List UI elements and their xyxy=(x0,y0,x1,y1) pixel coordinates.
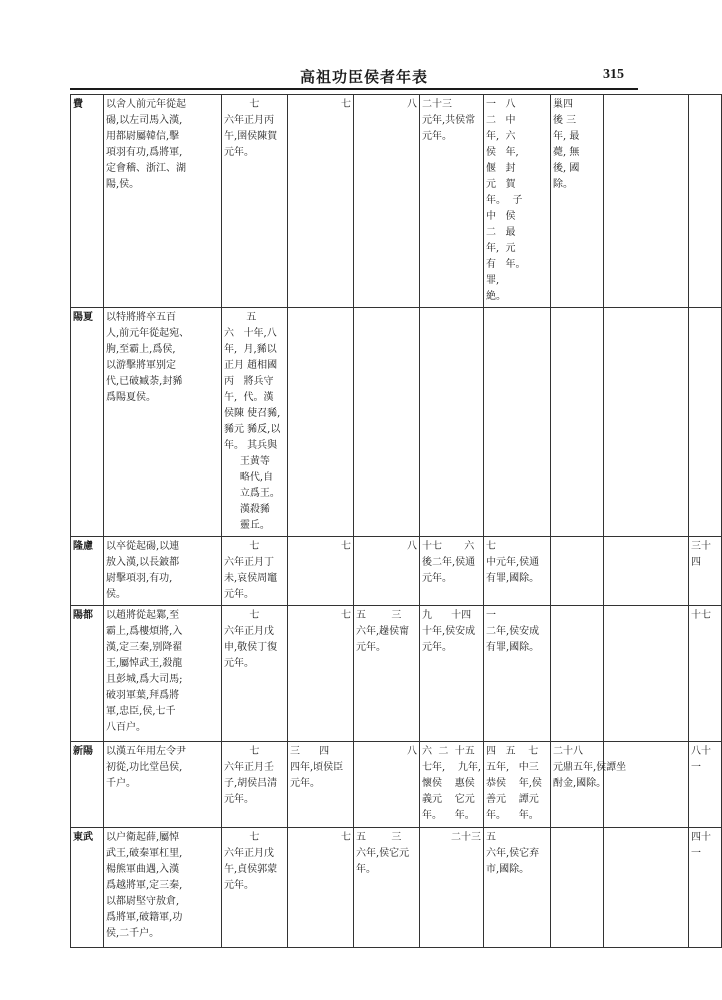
gaozu-cell: 七 六年正月壬 子,胡侯吕清 元年。 xyxy=(222,742,288,828)
wudi-late-cell xyxy=(604,537,689,606)
gaohou-cell: 八 xyxy=(354,95,420,308)
wendi-cell: 二十三 元年,共侯常 元年。 xyxy=(420,95,484,308)
jingdi-cell: 五 六年,侯它弃 市,國除。 xyxy=(484,828,551,948)
wudi-late-cell xyxy=(604,742,689,828)
huidi-cell: 七 xyxy=(288,828,354,948)
wudi-late-cell xyxy=(604,606,689,742)
gaohou-cell: 五 三 六年,趮侯甯 元年。 xyxy=(354,606,420,742)
merit-narrative: 以特將將卒五百 人,前元年從起宛、 朐,至霸上,爲侯, 以游擊將軍别定 代,已破臧荼,封豨 爲陽夏侯。 xyxy=(104,308,222,537)
marquisate-name: 新陽 xyxy=(71,742,104,828)
rank-cell xyxy=(689,95,722,308)
huidi-cell: 七 xyxy=(288,537,354,606)
huidi-cell: 三 四 四年,頃侯臣 元年。 xyxy=(288,742,354,828)
wudi-late-cell xyxy=(604,95,689,308)
huidi-cell: 七 xyxy=(288,606,354,742)
wudi-early-cell: 巢四 後 三 年, 最 薨, 無 後, 國 除。 xyxy=(551,95,604,308)
wendi-cell: 六 二 十五 七年, 九年, 懷侯 惠侯 義元 它元 年。 年。 xyxy=(420,742,484,828)
rank-cell: 八十 一 xyxy=(689,742,722,828)
wudi-late-cell xyxy=(604,308,689,537)
table-row xyxy=(71,537,722,606)
jingdi-cell xyxy=(484,308,551,537)
gaohou-cell: 八 xyxy=(354,742,420,828)
gaozu-cell: 七 六年正月戊 申,敬侯丁復 元年。 xyxy=(222,606,288,742)
merit-narrative: 以卒從起碭,以連 敖入漢,以長鈹都 尉擊項羽,有功, 侯。 xyxy=(104,537,222,606)
wudi-late-cell xyxy=(604,828,689,948)
wendi-cell: 九 十四 十年,侯安成 元年。 xyxy=(420,606,484,742)
marquisate-name: 陽都 xyxy=(71,606,104,742)
huidi-cell: 七 xyxy=(288,95,354,308)
jingdi-cell: 四 五 七 五年, 中三 恭侯 年,侯 善元 譚元 年。 年。 xyxy=(484,742,551,828)
table-row xyxy=(71,742,722,828)
merit-narrative: 以舍人前元年從起 碭,以左司馬入漢, 用都尉屬韓信,擊 項羽有功,爲將軍, 定會稽、浙江、湖 陽,侯。 xyxy=(104,95,222,308)
merit-narrative: 以趙將從起鄴,至 霸上,爲樓煩將,入 漢,定三秦,别降翟 王,屬悼武王,殺龍 且彭城,爲大司馬; 破羽軍葉,拜爲將 軍,忠臣,侯,七千 八百户。 xyxy=(104,606,222,742)
rank-cell: 十七 xyxy=(689,606,722,742)
marquisate-name: 費 xyxy=(71,95,104,308)
wendi-cell: 十七 六 後二年,侯通 元年。 xyxy=(420,537,484,606)
marquisate-name: 東武 xyxy=(71,828,104,948)
table-row xyxy=(71,606,722,742)
wendi-cell: 二十三 xyxy=(420,828,484,948)
gaohou-cell: 五 三 六年,侯它元 年。 xyxy=(354,828,420,948)
rank-cell: 四十 一 xyxy=(689,828,722,948)
wendi-cell xyxy=(420,308,484,537)
jingdi-cell: 一 二年,侯安成 有罪,國除。 xyxy=(484,606,551,742)
merit-narrative: 以户衛起薛,屬悼 武王,破秦軍杠里, 楊熊軍曲遇,入漢 爲越將軍,定三秦, 以都尉堅守敖倉, 爲將軍,破籍軍,功 侯,二千户。 xyxy=(104,828,222,948)
wudi-early-cell: 二十八 元鼎五年,侯譚坐 酎金,國除。 xyxy=(551,742,604,828)
merit-narrative: 以漢五年用左令尹 初從,功比堂邑侯, 千户。 xyxy=(104,742,222,828)
page-number: 315 xyxy=(603,67,624,82)
gaozu-cell: 七 六年正月丙 午,圉侯陳賀 元年。 xyxy=(222,95,288,308)
jingdi-cell: 一 八 二 中 年, 六 侯 年, 偃 封 元 賀 年。 子 中 侯 二 最 年, 元 有 年。 罪, 絶。 xyxy=(484,95,551,308)
gaozu-cell: 七 六年正月丁 未,哀侯周竈 元年。 xyxy=(222,537,288,606)
jingdi-cell: 七 中元年,侯通 有罪,國除。 xyxy=(484,537,551,606)
gaohou-cell: 八 xyxy=(354,537,420,606)
wudi-early-cell xyxy=(551,308,604,537)
gaozu-cell: 五 六 十年,八 年, 月,豨以 正月 趙相國 丙 將兵守 午, 代。漢 侯陳 使召豨, 豨元 豨反,以 年。 其兵與 王黄等 略代,自 立爲王。 漢殺豨 靈丘。 xyxy=(222,308,288,537)
rank-cell: 三十 四 xyxy=(689,537,722,606)
marquis-chronology-table xyxy=(70,94,722,948)
wudi-early-cell xyxy=(551,828,604,948)
gaohou-cell xyxy=(354,308,420,537)
table-row xyxy=(71,828,722,948)
running-header-title: 高祖功臣侯者年表 xyxy=(300,68,429,86)
marquisate-name: 陽夏 xyxy=(71,308,104,537)
marquisate-name: 隆慮 xyxy=(71,537,104,606)
rank-cell xyxy=(689,308,722,537)
table-row xyxy=(71,95,722,308)
wudi-early-cell xyxy=(551,537,604,606)
wudi-early-cell xyxy=(551,606,604,742)
table-row xyxy=(71,308,722,537)
gaozu-cell: 七 六年正月戊 午,貞侯郭蒙 元年。 xyxy=(222,828,288,948)
header-rule xyxy=(70,88,638,90)
huidi-cell xyxy=(288,308,354,537)
